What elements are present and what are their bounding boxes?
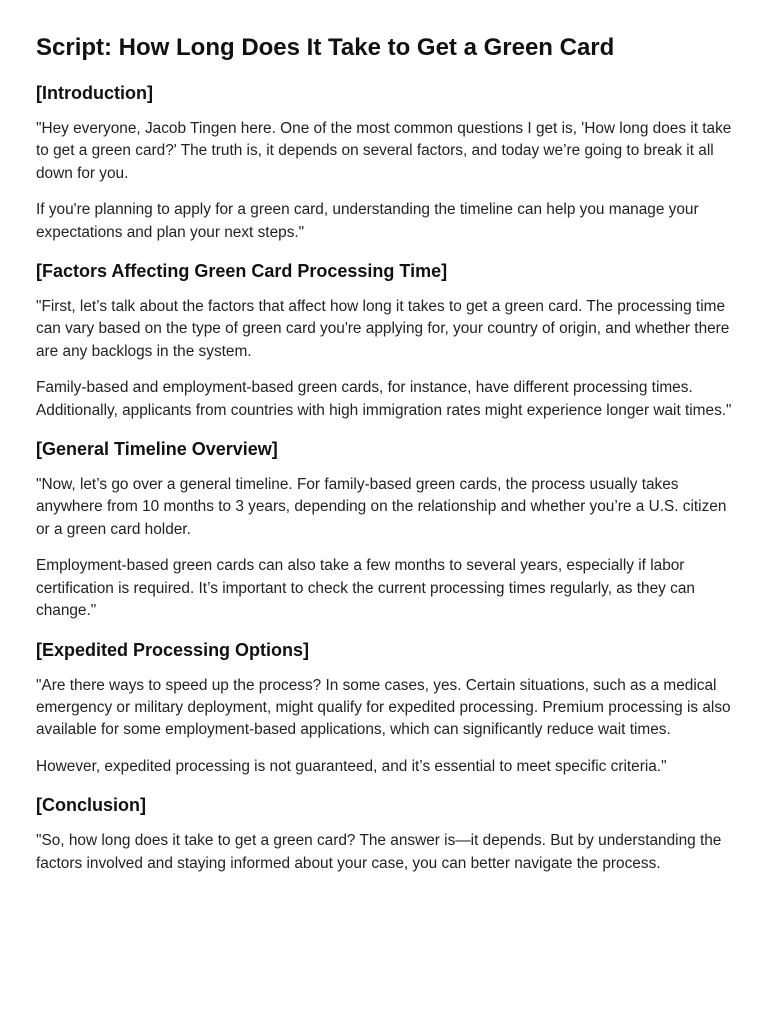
paragraph: Employment-based green cards can also take a few months to several years, especially if labor certification is required. It’s important to check the current processing times regularly, as they can change." (36, 557, 695, 620)
section-heading: [Conclusion] (36, 795, 146, 816)
paragraph: "Now, let’s go over a general timeline. For family-based green cards, the process usually takes anywhere from 10 months to 3 years, depending on the relationship and whether you’re a U.S. citizen or a green card holder. (36, 476, 727, 538)
section-heading: [Expedited Processing Options] (36, 639, 310, 660)
document-title: Script: How Long Does It Take to Get a Green Card (36, 34, 615, 61)
paragraph: Family-based and employment-based green cards, for instance, have different processing times. Additionally, applicants from countries with high immigration rates might experience longer wait times." (36, 379, 732, 419)
paragraph: "First, let’s talk about the factors that affect how long it takes to get a green card. The processing time can vary based on the type of green card you're applying for, your country of origin, and whether there are any backlogs in the system. (36, 298, 730, 360)
section-factors (36, 258, 732, 422)
paragraph: "Hey everyone, Jacob Tingen here. One of the most common questions I get is, 'How long does it take to get a green card?' The truth is, it depends on several factors, and today we’re going to break it all down for you. (36, 120, 732, 182)
section-introduction (36, 80, 732, 244)
paragraph: If you're planning to apply for a green card, understanding the timeline can help you manage your expectations and plan your next steps." (36, 201, 699, 241)
section-heading: [Introduction] (36, 83, 153, 103)
section-heading: [General Timeline Overview] (36, 439, 278, 460)
section-timeline (36, 436, 732, 622)
paragraph: "Are there ways to speed up the process? In some cases, yes. Certain situations, such as a medical emergency or military deployment, might qualify for expedited processing. Premium processing is also available for some employment-based applications, which can significantly reduce wait times. (36, 676, 731, 739)
section-heading: [Factors Affecting Green Card Processing Time] (36, 261, 448, 282)
paragraph: However, expedited processing is not guaranteed, and it’s essential to meet specific criteria." (36, 757, 667, 775)
section-conclusion (36, 792, 732, 875)
section-expedited (36, 637, 732, 779)
paragraph: "So, how long does it take to get a green card? The answer is—it depends. But by understanding the factors involved and staying informed about your case, you can better navigate the process. (36, 832, 722, 872)
